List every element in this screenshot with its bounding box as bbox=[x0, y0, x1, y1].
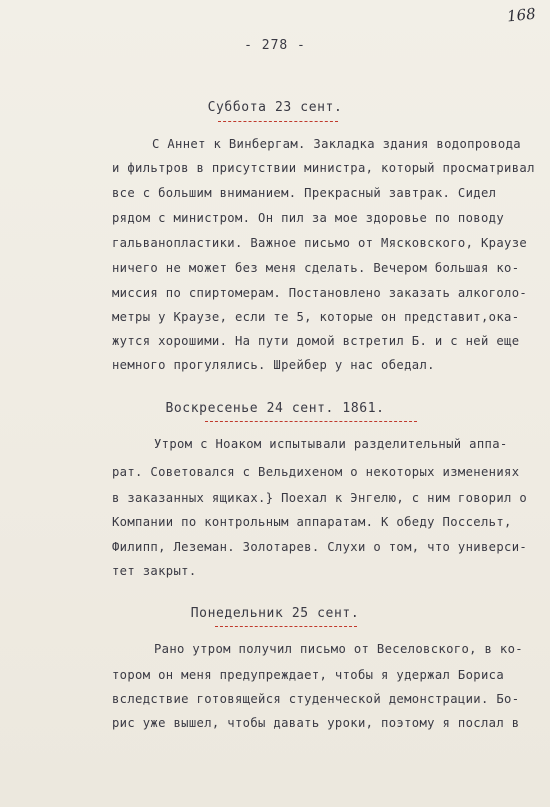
text-line: рат. Советовался с Вельдихеном о некоторых изменениях bbox=[112, 465, 520, 479]
text-line: жутся хорошими. На пути домой встретил Б. и с ней еще bbox=[112, 334, 520, 348]
text-line: и фильтров в присутствии министра, который просматривал bbox=[112, 161, 535, 175]
text-line: тором он меня предупреждает, чтобы я удержал Бориса bbox=[112, 668, 505, 682]
heading-underline bbox=[215, 626, 357, 627]
text-line: рис уже вышел, чтобы давать уроки, поэтому я послал в bbox=[112, 716, 520, 730]
text-line: немного прогулялись. Шрейбер у нас обедал. bbox=[112, 358, 435, 372]
text-line: метры у Краузе, если те 5, которые он представит,ока- bbox=[112, 310, 520, 324]
text-line: Филипп, Леземан. Золотарев. Слухи о том, что универси- bbox=[112, 540, 528, 554]
section-heading: Суббота 23 сент. bbox=[207, 100, 343, 115]
text-line: С Аннет к Винбергам. Закладка здания водопровода bbox=[152, 137, 521, 151]
text-line: Рано утром получил письмо от Веселовского, в ко- bbox=[154, 642, 523, 656]
text-line: все с большим вниманием. Прекрасный завтрак. Сидел bbox=[112, 186, 497, 200]
text-line: рядом с министром. Он пил за мое здоровье по поводу bbox=[112, 211, 505, 225]
text-line: в заказанных ящиках.} Поехал к Энгелю, с ним говорил о bbox=[112, 491, 528, 505]
heading-underline bbox=[205, 421, 417, 422]
text-line: гальванопластики. Важное письмо от Мясковского, Краузе bbox=[112, 236, 528, 250]
text-line: миссия по спиртомерам. Постановлено заказать алкоголо- bbox=[112, 286, 528, 300]
text-line: Утром с Ноаком испытывали разделительный аппа- bbox=[154, 437, 508, 451]
text-line: вследствие готовящейся студенческой демонстрации. Бо- bbox=[112, 692, 520, 706]
heading-underline bbox=[218, 121, 338, 122]
page-number: - 278 - bbox=[244, 38, 306, 53]
section-heading: Понедельник 25 сент. bbox=[190, 606, 360, 621]
text-line: ничего не может без меня сделать. Вечером большая ко- bbox=[112, 261, 520, 275]
section-heading: Воскресенье 24 сент. 1861. bbox=[165, 401, 385, 416]
text-line: тет закрыт. bbox=[112, 564, 197, 578]
archive-number: 168 bbox=[506, 4, 537, 26]
text-line: Компании по контрольным аппаратам. К обеду Поссельт, bbox=[112, 515, 512, 529]
